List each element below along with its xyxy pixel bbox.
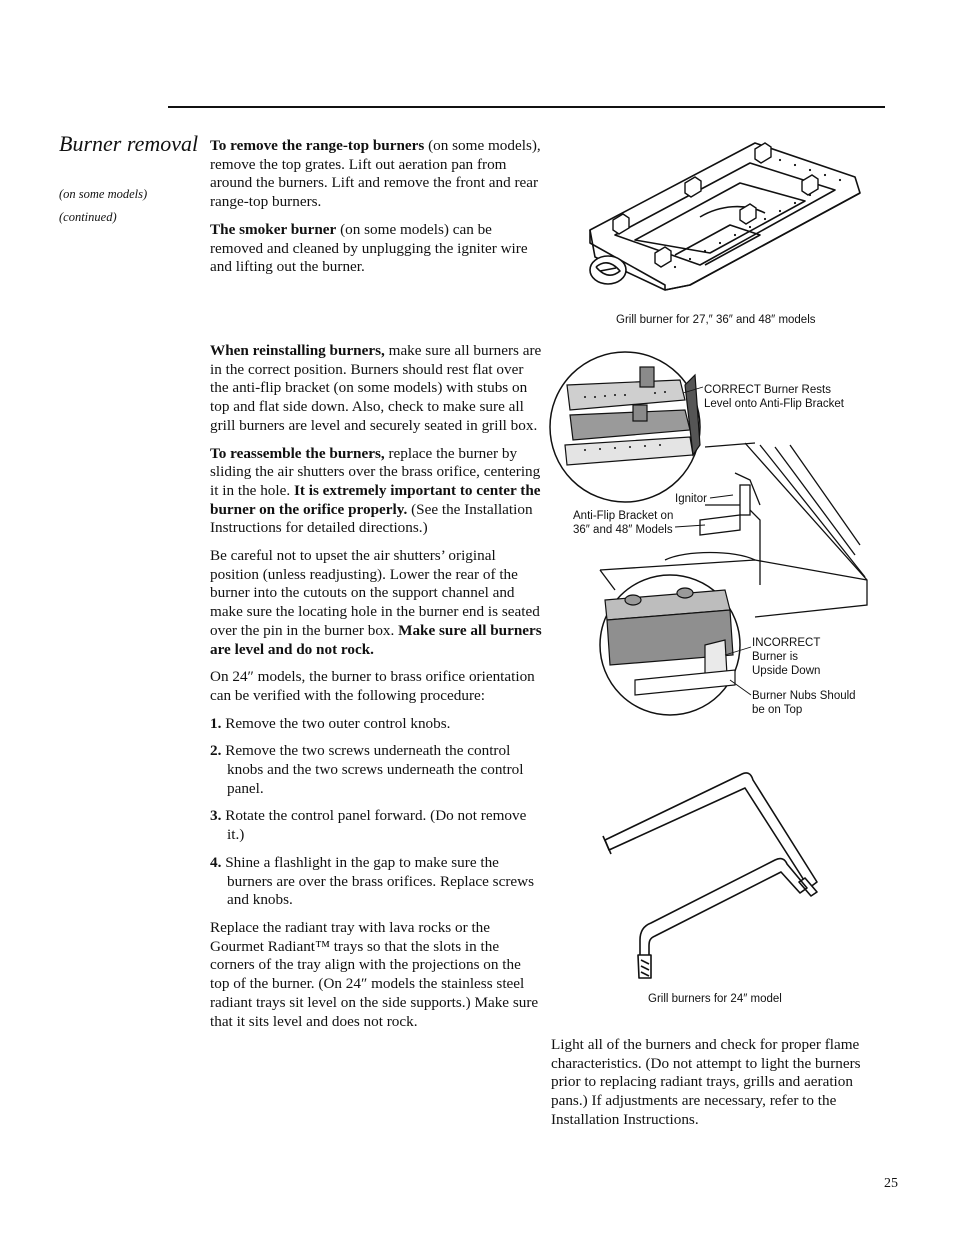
paragraph-light-burners: Light all of the burners and check for proper flame characteristics. (Do not attempt to light the burners prior to replacing radiant trays, grills and aeration pans.) If adjustments are necessary, refer to the Installation Instructions. <box>551 1036 861 1128</box>
page-number: 25 <box>884 1176 898 1191</box>
caption-correct: CORRECT Burner Rests Level onto Anti-Flip Bracket <box>704 384 844 410</box>
step-3: 3. Rotate the control panel forward. (Do not remove it.) <box>210 807 527 844</box>
caption-ignitor: Ignitor <box>675 493 707 505</box>
grill-burners-24-illustration <box>595 760 830 990</box>
caption-incorrect: INCORRECT Burner is Upside Down <box>752 637 821 677</box>
caption-bottom-figure: Grill burners for 24″ model <box>648 993 782 1005</box>
text-column-main <box>210 342 542 1040</box>
step-2: 2. Remove the two screws underneath the control knobs and the two screws underneath the control panel. <box>210 742 524 797</box>
caption-burner-nubs: Burner Nubs Should be on Top <box>752 690 856 716</box>
caption-top-figure: Grill burner for 27,″ 36″ and 48″ models <box>616 314 816 326</box>
paragraph-reassemble: To reassemble the burners, replace the burner by sliding the air shutters over the brass orifice, centering it in the hole. It is extremely important to center the burner on the orifice properly. (See the Installation Instructions for detailed directions.) <box>210 444 541 537</box>
text-column-top <box>210 137 542 286</box>
paragraph-24-models: On 24″ models, the burner to brass orifice orientation can be verified with the following procedure: <box>210 668 535 704</box>
paragraph-remove-range-top: To remove the range-top burners (on some models), remove the top grates. Lift out aeration pan from around the burners. Lift and remove the front and rear range-top burners. <box>210 137 541 211</box>
section-title: Burner removal <box>59 131 199 156</box>
section-continued: (continued) <box>59 210 117 224</box>
paragraph-air-shutters: Be careful not to upset the air shutters’ original position (unless readjusting). Lower the rear of the burner into the cutouts on the support channel and make sure the locating hole in the burner end is seated over the pin in the burner box. Make sure all burners are level and do not rock. <box>210 547 542 658</box>
step-1: 1. Remove the two outer control knobs. <box>210 714 451 732</box>
caption-anti-flip-bracket: Anti-Flip Bracket on 36″ and 48″ Models <box>573 510 674 536</box>
paragraph-reinstalling: When reinstalling burners, make sure all burners are in the correct position. Burners should rest flat over the anti-flip bracket (on some models) with stubs on top and flat side down. Also, check to make sure all grill burners are level and securely seated in grill box. <box>210 342 542 434</box>
grill-burner-illustration <box>580 135 870 300</box>
step-4: 4. Shine a flashlight in the gap to make sure the burners are over the brass orifices. Replace screws and knobs. <box>210 853 534 909</box>
header-rule <box>168 106 885 108</box>
paragraph-smoker-burner: The smoker burner (on some models) can be removed and cleaned by unplugging the igniter wire and lifting out the burner. <box>210 220 528 276</box>
section-subtitle: (on some models) <box>59 187 148 201</box>
paragraph-radiant-tray: Replace the radiant tray with lava rocks or the Gourmet Radiant™ trays so that the slots in the corners of the tray align with the projections on the top of the burner. (On 24″ models the stainless steel radiant trays sit level on the side supports.) Make sure that it sits level and does not rock. <box>210 918 539 1030</box>
